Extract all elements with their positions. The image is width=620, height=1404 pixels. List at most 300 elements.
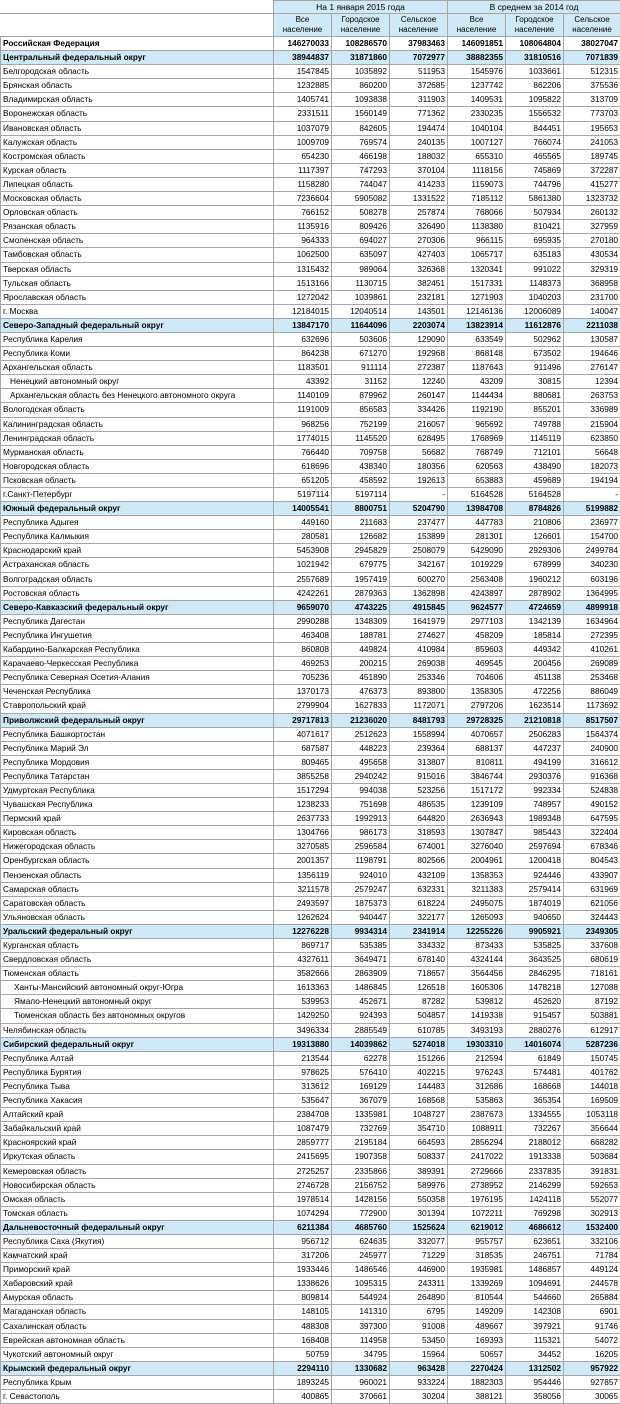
value-rural-2015: 414233 xyxy=(390,177,448,191)
value-rural-2015: 334332 xyxy=(390,939,448,953)
region-row xyxy=(1,1065,620,1079)
value-total-2015: 1405741 xyxy=(274,93,332,107)
value-urban-2015: 809426 xyxy=(332,220,390,234)
value-total-2014: 1040104 xyxy=(448,121,506,135)
region-row xyxy=(1,1122,620,1136)
value-total-2015: 400865 xyxy=(274,1390,332,1404)
value-total-2014: 2495075 xyxy=(448,896,506,910)
value-urban-2014: 168668 xyxy=(506,1079,564,1093)
region-row xyxy=(1,868,620,882)
value-rural-2014: 71784 xyxy=(564,1249,620,1263)
region-name: Ульяновская область xyxy=(1,910,274,924)
region-name: Самарская область xyxy=(1,882,274,896)
value-rural-2015: 192968 xyxy=(390,347,448,361)
value-rural-2015: 240135 xyxy=(390,135,448,149)
value-rural-2015: 326490 xyxy=(390,220,448,234)
value-total-2015: 213544 xyxy=(274,1051,332,1065)
region-row xyxy=(1,163,620,177)
value-rural-2014: 512315 xyxy=(564,65,620,79)
value-urban-2014: 991022 xyxy=(506,262,564,276)
value-total-2015: 43392 xyxy=(274,375,332,389)
value-rural-2015: 129090 xyxy=(390,332,448,346)
value-rural-2015: 274627 xyxy=(390,628,448,642)
value-urban-2014: 14016074 xyxy=(506,1037,564,1051)
value-urban-2014: 451138 xyxy=(506,671,564,685)
value-rural-2014: 415277 xyxy=(564,177,620,191)
region-name: Пермский край xyxy=(1,812,274,826)
value-total-2014: 2417022 xyxy=(448,1150,506,1164)
region-row xyxy=(1,826,620,840)
value-urban-2015: 397300 xyxy=(332,1319,390,1333)
region-row xyxy=(1,135,620,149)
value-rural-2015: 253346 xyxy=(390,671,448,685)
value-rural-2014: 130587 xyxy=(564,332,620,346)
value-rural-2014: 144018 xyxy=(564,1079,620,1093)
value-rural-2015: 6795 xyxy=(390,1305,448,1319)
value-urban-2015: 1145520 xyxy=(332,431,390,445)
col-header-total-2015: Все население xyxy=(274,14,332,37)
value-rural-2014: 54072 xyxy=(564,1333,620,1347)
value-urban-2014: 2146299 xyxy=(506,1178,564,1192)
table-body xyxy=(1,37,620,1404)
region-name: Республика Тыва xyxy=(1,1079,274,1093)
value-urban-2014: 2337835 xyxy=(506,1164,564,1178)
region-name: Чувашская Республика xyxy=(1,798,274,812)
region-name: Орловская область xyxy=(1,206,274,220)
region-name: Саратовская область xyxy=(1,896,274,910)
region-row xyxy=(1,361,620,375)
value-total-2015: 2493597 xyxy=(274,896,332,910)
value-total-2014: 1088911 xyxy=(448,1122,506,1136)
value-total-2015: 4327611 xyxy=(274,953,332,967)
region-name: Республика Бурятия xyxy=(1,1065,274,1079)
region-name: Кировская область xyxy=(1,826,274,840)
region-name: Еврейская автономная область xyxy=(1,1333,274,1347)
value-total-2015: 766152 xyxy=(274,206,332,220)
value-rural-2015: 15964 xyxy=(390,1347,448,1361)
value-total-2015: 2799904 xyxy=(274,699,332,713)
value-urban-2014: 61849 xyxy=(506,1051,564,1065)
value-total-2015: 29717813 xyxy=(274,713,332,727)
value-total-2015: 2294110 xyxy=(274,1361,332,1375)
value-total-2015: 2859777 xyxy=(274,1136,332,1150)
value-total-2014: 3276040 xyxy=(448,840,506,854)
value-rural-2014: 433907 xyxy=(564,868,620,882)
region-name: Республика Адыгея xyxy=(1,516,274,530)
region-row xyxy=(1,375,620,389)
value-urban-2015: 544924 xyxy=(332,1291,390,1305)
region-row xyxy=(1,488,620,502)
value-total-2015: 1158280 xyxy=(274,177,332,191)
value-total-2014: 5429090 xyxy=(448,544,506,558)
region-row xyxy=(1,798,620,812)
value-total-2014: 5164528 xyxy=(448,488,506,502)
value-total-2015: 1183501 xyxy=(274,361,332,375)
value-urban-2014: 502962 xyxy=(506,332,564,346)
value-urban-2014: 732267 xyxy=(506,1122,564,1136)
value-rural-2015: 232181 xyxy=(390,290,448,304)
value-rural-2014: 270180 xyxy=(564,234,620,248)
value-total-2015: 449160 xyxy=(274,516,332,530)
value-total-2014: 2387673 xyxy=(448,1108,506,1122)
value-urban-2014: 2597694 xyxy=(506,840,564,854)
value-rural-2014: 194646 xyxy=(564,347,620,361)
value-total-2014: 2330235 xyxy=(448,107,506,121)
value-total-2014: 3846744 xyxy=(448,769,506,783)
value-urban-2015: 924393 xyxy=(332,1009,390,1023)
region-row xyxy=(1,586,620,600)
value-total-2015: 5197114 xyxy=(274,488,332,502)
region-row xyxy=(1,657,620,671)
region-name: Волгоградская область xyxy=(1,572,274,586)
region-name: Дальневосточный федеральный округ xyxy=(1,1220,274,1234)
region-row xyxy=(1,1136,620,1150)
value-total-2015: 12276228 xyxy=(274,924,332,938)
value-urban-2015: 1039861 xyxy=(332,290,390,304)
value-rural-2015: 893800 xyxy=(390,685,448,699)
value-urban-2015: 1992913 xyxy=(332,812,390,826)
value-total-2014: 388121 xyxy=(448,1390,506,1404)
value-urban-2014: 544660 xyxy=(506,1291,564,1305)
value-urban-2014: 623651 xyxy=(506,1234,564,1248)
value-rural-2014: 265884 xyxy=(564,1291,620,1305)
value-rural-2014: 189745 xyxy=(564,149,620,163)
region-row xyxy=(1,234,620,248)
value-total-2015: 2746728 xyxy=(274,1178,332,1192)
value-rural-2014: 302913 xyxy=(564,1206,620,1220)
value-rural-2015: 53450 xyxy=(390,1333,448,1347)
value-rural-2015: 194474 xyxy=(390,121,448,135)
region-name: Краснодарский край xyxy=(1,544,274,558)
value-urban-2014: 126601 xyxy=(506,530,564,544)
value-total-2014: 1976195 xyxy=(448,1192,506,1206)
region-row xyxy=(1,389,620,403)
value-urban-2015: 367079 xyxy=(332,1094,390,1108)
value-total-2015: 1191009 xyxy=(274,403,332,417)
value-urban-2015: 34795 xyxy=(332,1347,390,1361)
value-total-2014: 1187643 xyxy=(448,361,506,375)
value-total-2015: 2415695 xyxy=(274,1150,332,1164)
region-row xyxy=(1,1009,620,1023)
value-rural-2014: 1323732 xyxy=(564,192,620,206)
region-row xyxy=(1,783,620,797)
value-total-2015: 1074294 xyxy=(274,1206,332,1220)
value-rural-2015: 272387 xyxy=(390,361,448,375)
value-total-2014: 38882355 xyxy=(448,51,506,65)
value-total-2015: 38944837 xyxy=(274,51,332,65)
value-rural-2015: 771362 xyxy=(390,107,448,121)
region-name: Костромская область xyxy=(1,149,274,163)
value-urban-2014: 855201 xyxy=(506,403,564,417)
value-rural-2014: 154700 xyxy=(564,530,620,544)
value-urban-2014: 1478218 xyxy=(506,981,564,995)
value-total-2014: 965692 xyxy=(448,417,506,431)
region-name: Калининградская область xyxy=(1,417,274,431)
value-total-2015: 956712 xyxy=(274,1234,332,1248)
value-total-2015: 1356119 xyxy=(274,868,332,882)
value-rural-2015: 2508079 xyxy=(390,544,448,558)
region-name: Челябинская область xyxy=(1,1023,274,1037)
value-urban-2015: 14039862 xyxy=(332,1037,390,1051)
value-rural-2015: 144483 xyxy=(390,1079,448,1093)
value-rural-2015: 610785 xyxy=(390,1023,448,1037)
value-total-2014: 7185112 xyxy=(448,192,506,206)
value-rural-2015: 511953 xyxy=(390,65,448,79)
region-name: Ставропольский край xyxy=(1,699,274,713)
value-rural-2015: 802566 xyxy=(390,854,448,868)
value-urban-2014: 1334555 xyxy=(506,1108,564,1122)
value-total-2014: 281301 xyxy=(448,530,506,544)
region-name: Республика Марий Эл xyxy=(1,741,274,755)
value-total-2015: 313612 xyxy=(274,1079,332,1093)
value-total-2015: 1370173 xyxy=(274,685,332,699)
value-urban-2014: 449342 xyxy=(506,643,564,657)
region-name: Архангельская область xyxy=(1,361,274,375)
region-row xyxy=(1,1263,620,1277)
region-row xyxy=(1,473,620,487)
value-rural-2015: 2341914 xyxy=(390,924,448,938)
value-rural-2014: 195653 xyxy=(564,121,620,135)
value-urban-2015: 1348309 xyxy=(332,614,390,628)
value-urban-2014: 4724659 xyxy=(506,600,564,614)
value-urban-2014: 12006089 xyxy=(506,304,564,318)
value-urban-2015: 4685760 xyxy=(332,1220,390,1234)
col-header-urban-2015: Городское население xyxy=(332,14,390,37)
region-name: Республика Карелия xyxy=(1,332,274,346)
region-row xyxy=(1,107,620,121)
value-total-2015: 2384708 xyxy=(274,1108,332,1122)
region-name: Владимирская область xyxy=(1,93,274,107)
value-total-2015: 1315432 xyxy=(274,262,332,276)
value-rural-2014: 329319 xyxy=(564,262,620,276)
value-urban-2014: 2846295 xyxy=(506,967,564,981)
value-total-2014: 4070657 xyxy=(448,727,506,741)
value-rural-2015: 264890 xyxy=(390,1291,448,1305)
value-urban-2014: 769298 xyxy=(506,1206,564,1220)
value-total-2015: 148105 xyxy=(274,1305,332,1319)
region-name: Ростовская область xyxy=(1,586,274,600)
region-name: Приволжский федеральный округ xyxy=(1,713,274,727)
value-total-2014: 868148 xyxy=(448,347,506,361)
value-rural-2014: 91746 xyxy=(564,1319,620,1333)
value-rural-2014: 269089 xyxy=(564,657,620,671)
value-total-2015: 3496334 xyxy=(274,1023,332,1037)
value-total-2014: 458209 xyxy=(448,628,506,642)
region-row xyxy=(1,755,620,769)
value-rural-2015: 7072977 xyxy=(390,51,448,65)
value-total-2015: 539953 xyxy=(274,995,332,1009)
value-total-2015: 4242261 xyxy=(274,586,332,600)
value-total-2014: 312686 xyxy=(448,1079,506,1093)
value-rural-2014: 2499784 xyxy=(564,544,620,558)
region-name: Республика Алтай xyxy=(1,1051,274,1065)
value-total-2014: 469545 xyxy=(448,657,506,671)
value-urban-2014: 472256 xyxy=(506,685,564,699)
value-rural-2015: 243311 xyxy=(390,1277,448,1291)
value-total-2014: 149209 xyxy=(448,1305,506,1319)
value-urban-2015: 108286570 xyxy=(332,37,390,51)
value-urban-2015: 994038 xyxy=(332,783,390,797)
value-urban-2014: 678999 xyxy=(506,558,564,572)
district-row xyxy=(1,502,620,516)
header-corner xyxy=(1,1,274,14)
value-total-2014: 768066 xyxy=(448,206,506,220)
region-row xyxy=(1,840,620,854)
value-total-2014: 489667 xyxy=(448,1319,506,1333)
value-urban-2014: 1989348 xyxy=(506,812,564,826)
district-row xyxy=(1,1361,620,1375)
region-name: Сахалинская область xyxy=(1,1319,274,1333)
value-urban-2014: 954446 xyxy=(506,1375,564,1389)
region-name: Липецкая область xyxy=(1,177,274,191)
district-row xyxy=(1,600,620,614)
value-rural-2015: 432109 xyxy=(390,868,448,882)
value-urban-2014: 2506283 xyxy=(506,727,564,741)
value-rural-2015: 664593 xyxy=(390,1136,448,1150)
col-header-rural-2014: Сельское население xyxy=(564,14,620,37)
value-urban-2014: 11612876 xyxy=(506,318,564,332)
region-row xyxy=(1,685,620,699)
value-urban-2015: 9934314 xyxy=(332,924,390,938)
region-row xyxy=(1,769,620,783)
region-row xyxy=(1,516,620,530)
region-name: Кемеровская область xyxy=(1,1164,274,1178)
value-urban-2015: 21236020 xyxy=(332,713,390,727)
region-row xyxy=(1,1319,620,1333)
value-rural-2015: 600270 xyxy=(390,572,448,586)
value-total-2014: 2738952 xyxy=(448,1178,506,1192)
value-rural-2014: 886049 xyxy=(564,685,620,699)
value-urban-2015: 2512623 xyxy=(332,727,390,741)
value-rural-2014: 169509 xyxy=(564,1094,620,1108)
region-row xyxy=(1,1291,620,1305)
value-urban-2014: 574481 xyxy=(506,1065,564,1079)
value-urban-2015: 911114 xyxy=(332,361,390,375)
value-urban-2015: 1428156 xyxy=(332,1192,390,1206)
value-rural-2014: 592653 xyxy=(564,1178,620,1192)
value-total-2014: 318535 xyxy=(448,1249,506,1263)
region-name: Мурманская область xyxy=(1,445,274,459)
value-total-2014: 810811 xyxy=(448,755,506,769)
region-name: Магаданская область xyxy=(1,1305,274,1319)
value-urban-2015: 114958 xyxy=(332,1333,390,1347)
value-total-2015: 1135916 xyxy=(274,220,332,234)
value-rural-2014: 322404 xyxy=(564,826,620,840)
value-urban-2015: 1330682 xyxy=(332,1361,390,1375)
value-urban-2015: 744047 xyxy=(332,177,390,191)
value-urban-2015: 694027 xyxy=(332,234,390,248)
value-total-2014: 12255226 xyxy=(448,924,506,938)
region-name: Республика Ингушетия xyxy=(1,628,274,642)
value-rural-2014: 2349305 xyxy=(564,924,620,938)
value-rural-2015: 410984 xyxy=(390,643,448,657)
value-rural-2014: 5199882 xyxy=(564,502,620,516)
value-urban-2015: 31152 xyxy=(332,375,390,389)
value-total-2014: 447783 xyxy=(448,516,506,530)
region-row xyxy=(1,530,620,544)
value-total-2015: 1021942 xyxy=(274,558,332,572)
value-urban-2015: 126682 xyxy=(332,530,390,544)
value-urban-2014: 2878902 xyxy=(506,586,564,600)
value-rural-2015: 126518 xyxy=(390,981,448,995)
region-name: Чеченская Республика xyxy=(1,685,274,699)
value-urban-2015: 2863909 xyxy=(332,967,390,981)
region-row xyxy=(1,727,620,741)
value-rural-2014: 603196 xyxy=(564,572,620,586)
value-total-2015: 632696 xyxy=(274,332,332,346)
region-row xyxy=(1,967,620,981)
region-name: Тульская область xyxy=(1,276,274,290)
value-total-2015: 12184015 xyxy=(274,304,332,318)
value-urban-2015: 879962 xyxy=(332,389,390,403)
value-total-2015: 1978514 xyxy=(274,1192,332,1206)
value-rural-2014: 621056 xyxy=(564,896,620,910)
value-rural-2014: 16205 xyxy=(564,1347,620,1361)
value-total-2015: 463408 xyxy=(274,628,332,642)
value-total-2014: 4324144 xyxy=(448,953,506,967)
value-urban-2015: 1875373 xyxy=(332,896,390,910)
value-total-2015: 3582666 xyxy=(274,967,332,981)
value-rural-2014: 336989 xyxy=(564,403,620,417)
region-row xyxy=(1,882,620,896)
value-total-2014: 212594 xyxy=(448,1051,506,1065)
value-urban-2015: 1035892 xyxy=(332,65,390,79)
value-total-2014: 976243 xyxy=(448,1065,506,1079)
region-name: Республика Коми xyxy=(1,347,274,361)
region-row xyxy=(1,1094,620,1108)
value-urban-2014: 915457 xyxy=(506,1009,564,1023)
value-urban-2014: 142308 xyxy=(506,1305,564,1319)
value-total-2015: 968256 xyxy=(274,417,332,431)
value-total-2015: 1517294 xyxy=(274,783,332,797)
value-rural-2015: 915016 xyxy=(390,769,448,783)
district-row xyxy=(1,924,620,938)
value-rural-2015: 239364 xyxy=(390,741,448,755)
value-urban-2014: 1312502 xyxy=(506,1361,564,1375)
value-rural-2014: 337608 xyxy=(564,939,620,953)
value-urban-2014: 766074 xyxy=(506,135,564,149)
value-total-2014: 146091851 xyxy=(448,37,506,51)
value-urban-2014: 2929306 xyxy=(506,544,564,558)
value-total-2014: 1271903 xyxy=(448,290,506,304)
value-rural-2015: 318593 xyxy=(390,826,448,840)
value-total-2014: 13984708 xyxy=(448,502,506,516)
value-total-2014: 688137 xyxy=(448,741,506,755)
region-name: Тверская область xyxy=(1,262,274,276)
region-row xyxy=(1,1164,620,1178)
value-urban-2015: 1198791 xyxy=(332,854,390,868)
value-total-2014: 12146136 xyxy=(448,304,506,318)
region-name: Курганская область xyxy=(1,939,274,953)
value-total-2015: 2557689 xyxy=(274,572,332,586)
value-rural-2014: 372287 xyxy=(564,163,620,177)
region-name: Республика Мордовия xyxy=(1,755,274,769)
region-name: Сибирский федеральный округ xyxy=(1,1037,274,1051)
region-row xyxy=(1,995,620,1009)
value-urban-2015: 508278 xyxy=(332,206,390,220)
value-rural-2014: 260132 xyxy=(564,206,620,220)
value-total-2014: 620563 xyxy=(448,459,506,473)
value-urban-2014: 115321 xyxy=(506,1333,564,1347)
value-total-2014: 43209 xyxy=(448,375,506,389)
value-rural-2014: 356644 xyxy=(564,1122,620,1136)
value-urban-2014: 8784826 xyxy=(506,502,564,516)
value-rural-2014: 916368 xyxy=(564,769,620,783)
value-rural-2015: 427403 xyxy=(390,248,448,262)
value-rural-2015: 87282 xyxy=(390,995,448,1009)
value-total-2015: 978625 xyxy=(274,1065,332,1079)
value-urban-2015: 11644096 xyxy=(332,318,390,332)
